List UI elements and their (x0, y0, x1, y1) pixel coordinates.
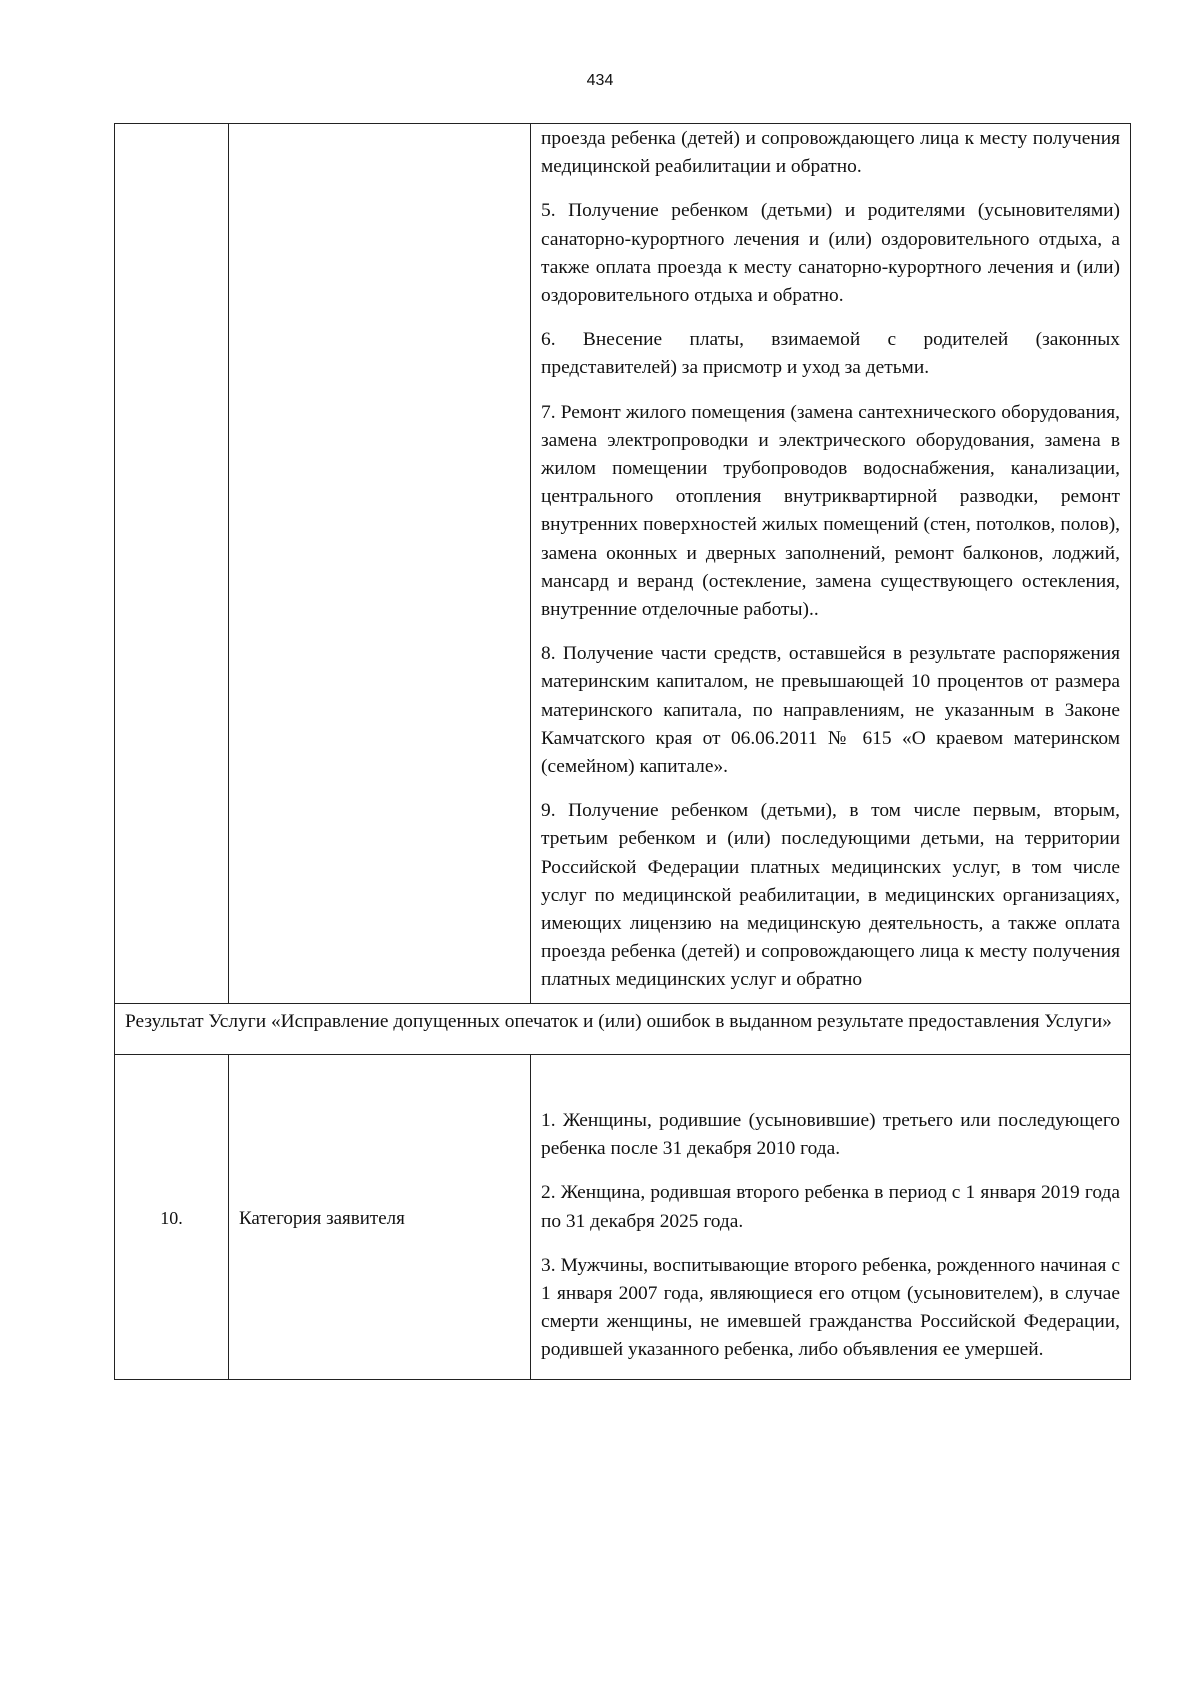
section-heading-row (115, 1003, 1131, 1054)
paragraph-item-8: 8. Получение части средств, оставшейся в результате распоряжения материнским капиталом, не превышающей 10 процентов от размера материнского капитала, по направлениям, не указанным в Законе Камчатского края от 06.06.2011 № 615 «О краевом материнском (семейном) капитале». (541, 643, 1120, 778)
row-label: Категория заявителя (229, 1054, 531, 1379)
table-row-10 (115, 1054, 1131, 1379)
row-number: 10. (115, 1054, 229, 1379)
content-cell (531, 124, 1131, 1004)
paragraph-continued: проезда ребенка (детей) и сопровождающего лица к месту получения медицинской реабилитации и обратно. (541, 128, 1120, 178)
applicant-category-1: 1. Женщины, родившие (усыновившие) третьего или последующего ребенка после 31 декабря 2010 года. (541, 1109, 1120, 1160)
paragraph-item-5: 5. Получение ребенком (детьми) и родителями (усыновителями) санаторно-курортного лечения и (или) оздоровительного отдыха, а также оплата проезда к месту санаторно-курортного лечения и (или) оздоровительного отдыха и обратно. (541, 200, 1120, 307)
label-cell-empty (229, 124, 531, 1004)
section-heading: Результат Услуги «Исправление допущенных опечаток и (или) ошибок в выданном результате предоставления Услуги» (115, 1003, 1131, 1054)
page-number: 434 (586, 72, 614, 89)
applicant-category-2: 2. Женщина, родившая второго ребенка в период с 1 января 2019 года по 31 декабря 2025 года. (541, 1182, 1120, 1232)
paragraph-item-7: 7. Ремонт жилого помещения (замена сантехнического оборудования, замена электропроводки и электрического оборудования, замена в жилом помещении трубопроводов водоснабжения, канализации, центрального отопления внутриквартирной разводки, ремонт внутренних поверхностей жилых помещений (стен, потолков, полов), замена оконных и дверных заполнений, ремонт балконов, лоджий, мансард и веранд (остекление, замена существующего остекления, внутренние отделочные работы).. (541, 401, 1120, 621)
paragraph-item-6: 6. Внесение платы, взимаемой с родителей (законных представителей) за присмотр и уход за детьми. (541, 329, 1120, 379)
content-cell-10 (531, 1054, 1131, 1379)
services-table (114, 123, 1131, 1380)
paragraph-item-9: 9. Получение ребенком (детьми), в том числе первым, вторым, третьим ребенком и (или) последующими детьми, на территории Российской Федерации платных медицинских услуг, в том числе услуг по медицинской реабилитации, в медицинских организациях, имеющих лицензию на медицинскую деятельность, а также оплата проезда ребенка (детей) и сопровождающего лица к месту получения платных медицинских услуг и обратно (541, 800, 1120, 991)
number-cell-empty (115, 124, 229, 1004)
table-row-continued (115, 124, 1131, 1004)
applicant-category-3: 3. Мужчины, воспитывающие второго ребенка, рожденного начиная с 1 января 2007 года, являющиеся его отцом (усыновителем), в случае смерти женщины, не имевшей гражданства Российской Федерации, родившей указанного ребенка, либо объявления ее умершей. (541, 1254, 1120, 1361)
